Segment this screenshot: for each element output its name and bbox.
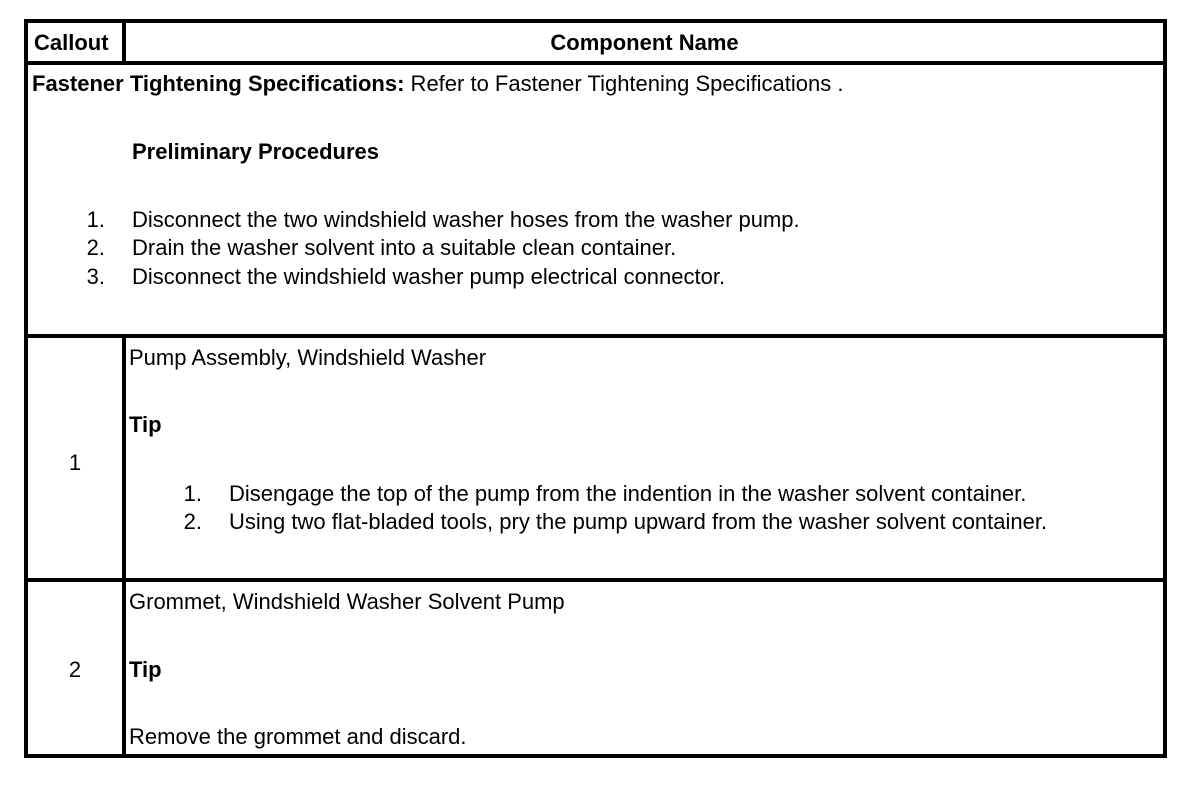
row1-step-2-number: 2.: [183, 509, 202, 534]
row1-step-1-text: Disengage the top of the pump from the indention in the washer solvent container.: [229, 481, 1027, 506]
row1-step-2-text: Using two flat-bladed tools, pry the pump upward from the washer solvent container.: [229, 509, 1048, 534]
row2-callout: 2: [68, 657, 82, 682]
row2-note: Remove the grommet and discard.: [129, 724, 467, 749]
intro-step-3-text: Disconnect the windshield washer pump electrical connector.: [132, 264, 726, 289]
header-callout: Callout: [34, 30, 109, 55]
row2-tip-title: Tip: [129, 657, 162, 682]
row1-tip-title: Tip: [129, 412, 162, 437]
row1-divider: [28, 578, 1163, 582]
header-component-name: Component Name: [550, 30, 739, 55]
procedure-table: [24, 19, 1167, 758]
row1-step-1-number: 1.: [183, 481, 202, 506]
fastener-spec-label: Fastener Tightening Specifications:: [32, 71, 405, 96]
intro-divider: [28, 334, 1163, 338]
intro-step-1-text: Disconnect the two windshield washer hoses from the washer pump.: [132, 207, 800, 232]
intro-step-2-text: Drain the washer solvent into a suitable clean container.: [132, 235, 677, 260]
intro-step-1-number: 1.: [86, 207, 105, 232]
intro-step-2-number: 2.: [86, 235, 105, 260]
row1-component-name: Pump Assembly, Windshield Washer: [129, 345, 487, 370]
body-column-divider: [122, 334, 126, 754]
row1-callout: 1: [68, 450, 82, 475]
intro-step-3-number: 3.: [86, 264, 105, 289]
header-divider: [28, 61, 1163, 65]
preliminary-title: Preliminary Procedures: [132, 139, 380, 164]
fastener-spec-text: Refer to Fastener Tightening Specifications .: [404, 71, 844, 96]
fastener-spec-line: [32, 71, 843, 97]
row2-component-name: Grommet, Windshield Washer Solvent Pump: [129, 589, 565, 614]
